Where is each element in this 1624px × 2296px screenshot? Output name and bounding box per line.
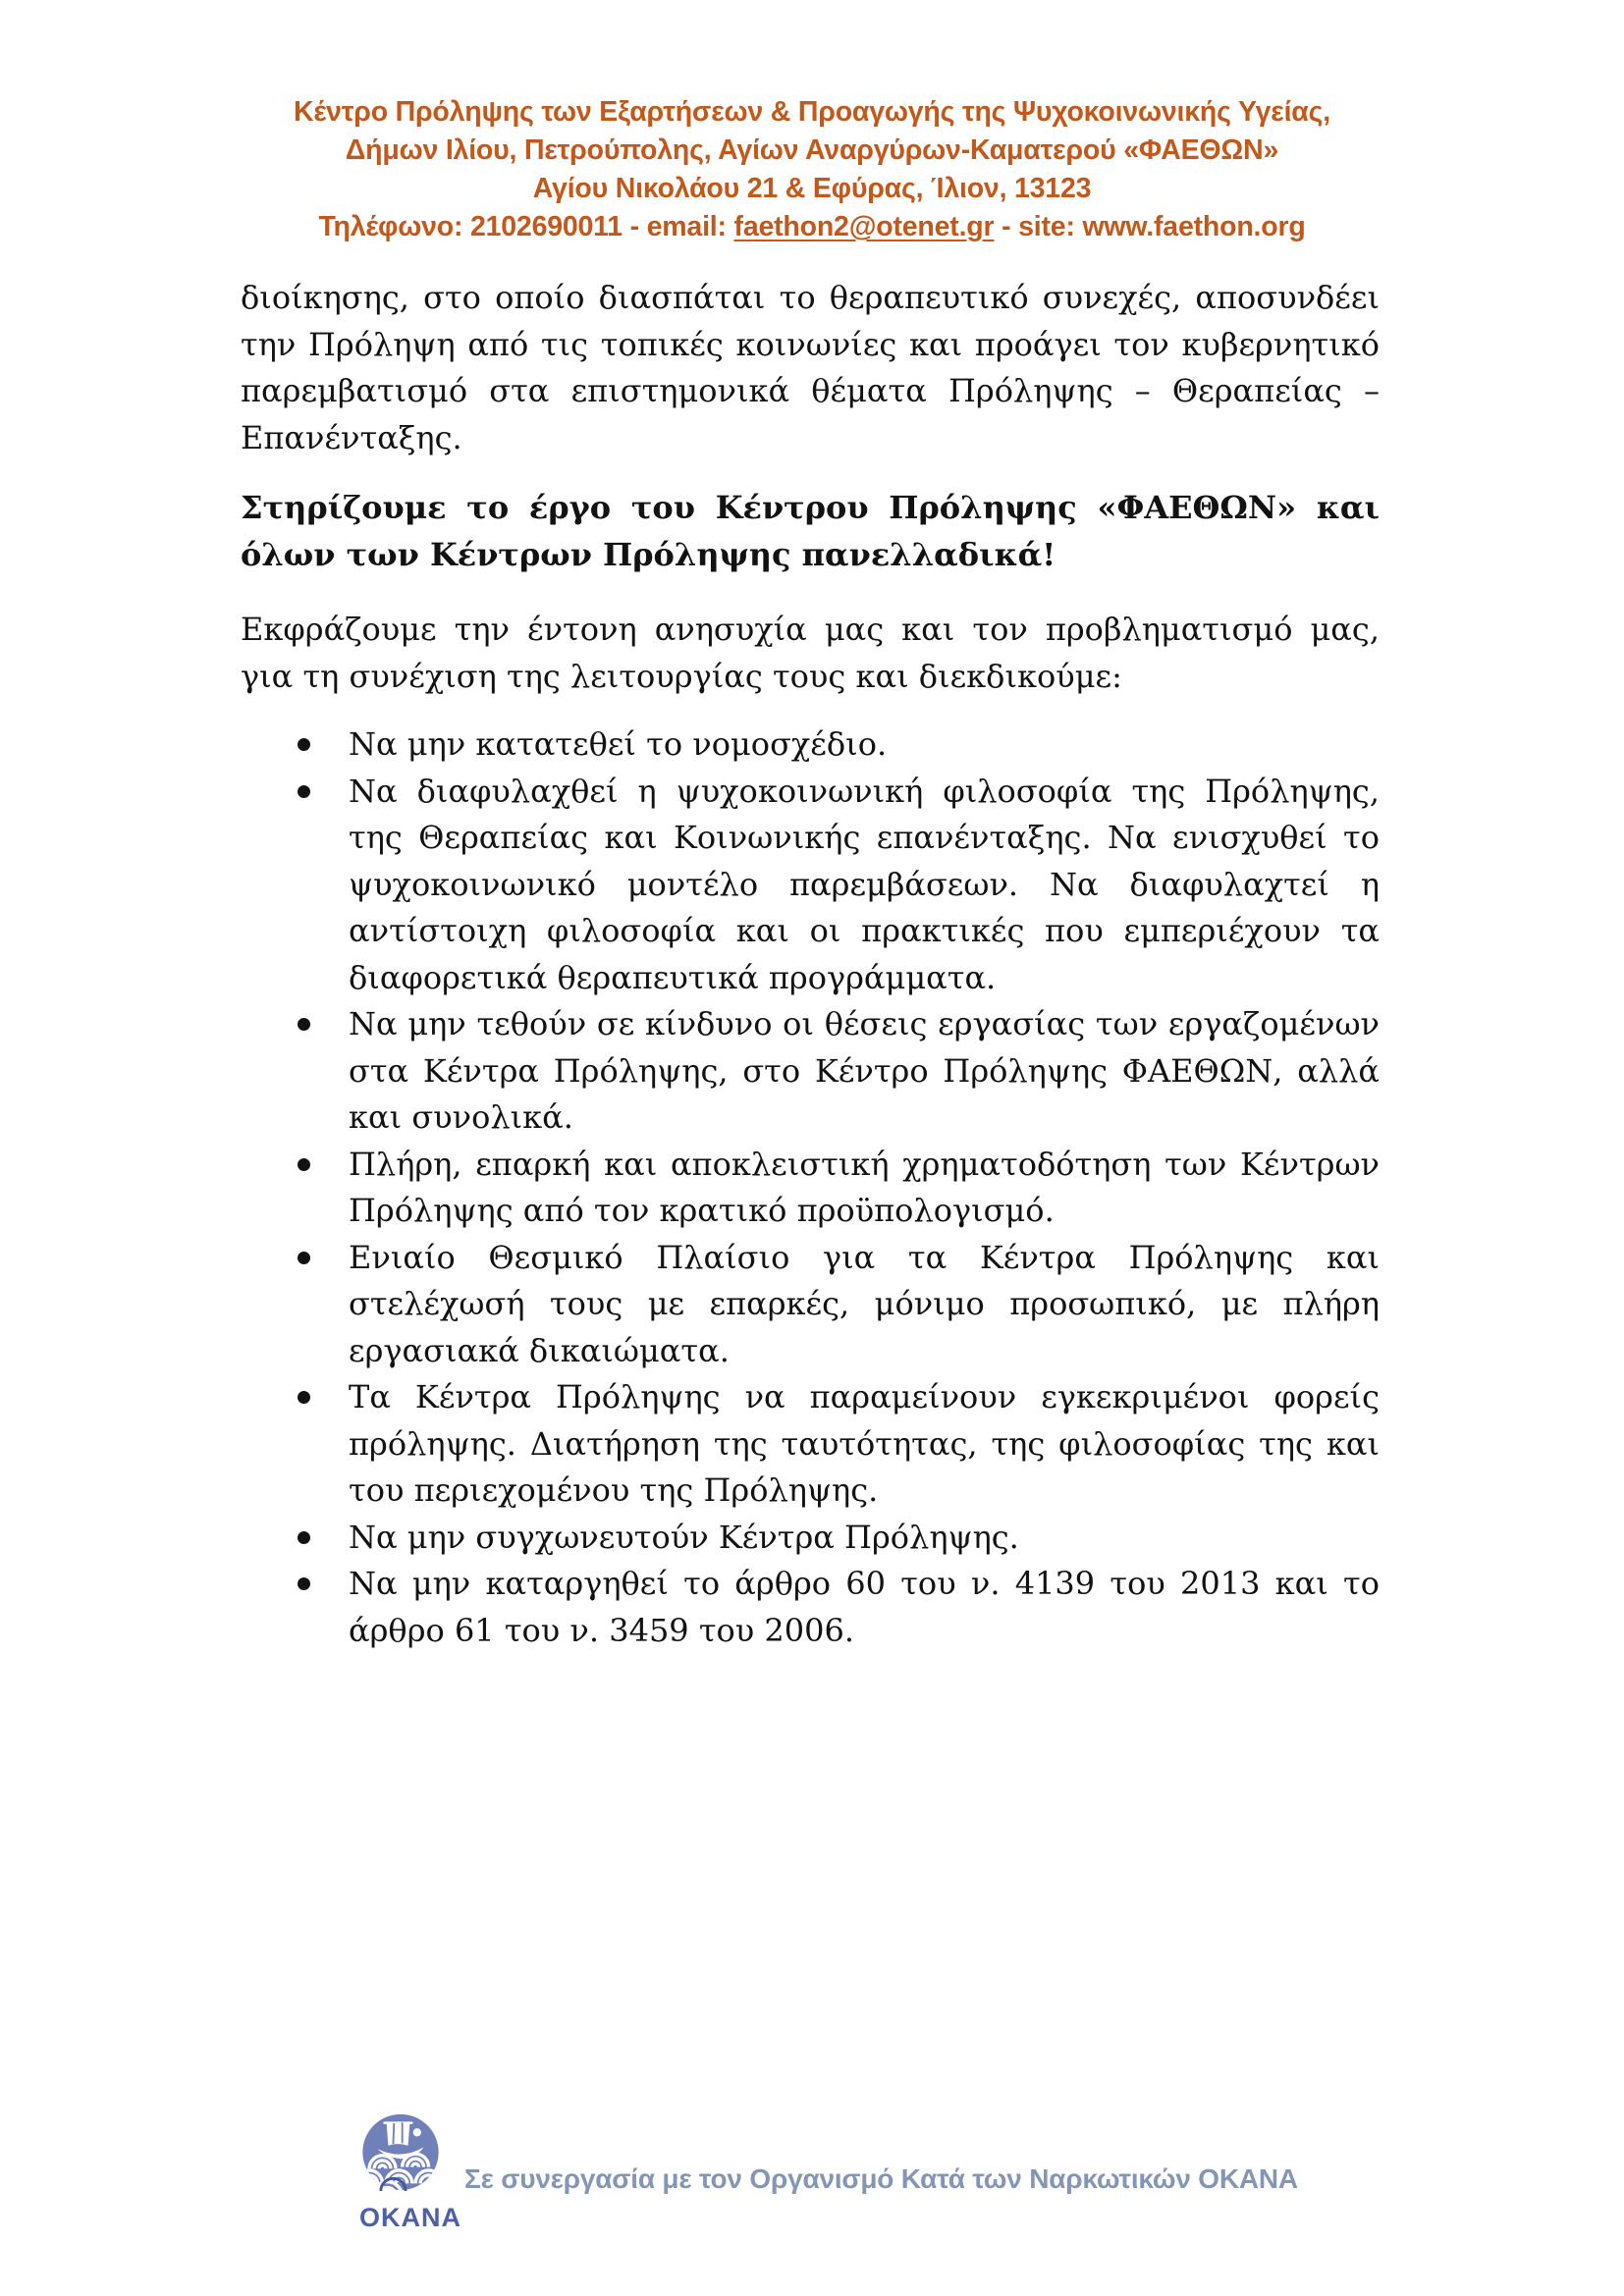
org-name-line1: Κέντρο Πρόληψης των Εξαρτήσεων & Προαγωγής της Ψυχοκοινωνικής Υγείας, [294,96,1330,128]
okana-logo [359,2112,461,2233]
org-address: Αγίου Νικολάου 21 & Εφύρας, Ίλιον, 13123 [532,173,1092,204]
letterhead [0,93,1624,246]
list-item: Να μην κατατεθεί το νομοσχέδιο. [349,721,1380,769]
okana-boat-icon [359,2112,442,2197]
list-item: Ενιαίο Θεσμικό Πλαίσιο για τα Κέντρα Πρόληψης και στελέχωσή τους με επαρκές, μόνιμο προσωπικό, με πλήρη εργασιακά δικαιώματα. [349,1235,1380,1375]
paragraph-support-statement: Στηρίζουμε το έργο του Κέντρου Πρόληψης «ΦΑΕΘΩΝ» και όλων των Κέντρων Πρόληψης πανελλαδικά! [241,489,1380,573]
phone-email-label: Τηλέφωνο: 2102690011 - email: [318,211,734,242]
org-contact-line [0,208,1624,246]
list-item: Να μην συγχωνευτούν Κέντρα Πρόληψης. [349,1515,1380,1562]
paragraph-concern: Εκφράζουμε την έντονη ανησυχία μας και τον προβληματισμό μας, για τη συνέχιση της λειτουργίας τους και διεκδικούμε: [241,611,1380,695]
site-label: - site: www.faethon.org [994,211,1306,242]
list-item: Να μην τεθούν σε κίνδυνο οι θέσεις εργασίας των εργαζομένων στα Κέντρα Πρόληψης, στο Κέντρο Πρόληψης ΦΑΕΘΩΝ, αλλά και συνολικά. [349,1001,1380,1142]
collaboration-note: Σε συνεργασία με τον Οργανισμό Κατά των Ναρκωτικών ΟΚΑΝΑ [464,2163,1298,2194]
letter-body [241,275,1380,1654]
paragraph-administration: διοίκησης, στο οποίο διασπάται το θεραπευτικό συνεχές, αποσυνδέει την Πρόληψη από τις τοπικές κοινωνίες και προάγει τον κυβερνητικό παρεμβατισμό στα επιστημονικά θέματα Πρόληψης – Θεραπείας – Επανένταξης. [241,279,1380,456]
list-item: Τα Κέντρα Πρόληψης να παραμείνουν εγκεκριμένοι φορείς πρόληψης. Διατήρηση της ταυτότητας, της φιλοσοφίας της και του περιεχομένου της Πρόληψης. [349,1374,1380,1515]
list-item: Πλήρη, επαρκή και αποκλειστική χρηματοδότηση των Κέντρων Πρόληψης από τον κρατικό προϋπολογισμό. [349,1142,1380,1235]
list-item: Να μην καταργηθεί το άρθρο 60 του ν. 4139 του 2013 και το άρθρο 61 του ν. 3459 του 2006. [349,1561,1380,1654]
org-name-line2: Δήμων Ιλίου, Πετρούπολης, Αγίων Αναργύρων-Καματερού «ΦΑΕΘΩΝ» [345,134,1279,166]
okana-logo-label: ΟΚΑΝΑ [359,2203,461,2232]
demands-list [241,721,1380,1654]
email-link[interactable]: faethon2@otenet.gr [733,211,995,242]
footer [0,2109,1624,2236]
list-item: Να διαφυλαχθεί η ψυχοκοινωνική φιλοσοφία της Πρόληψης, της Θεραπείας και Κοινωνικής επανένταξης. Να ενισχυθεί το ψυχοκοινωνικό μοντέλο παρεμβάσεων. Να διαφυλαχτεί η αντίστοιχη φιλοσοφία και οι πρακτικές που εμπεριέχουν τα διαφορετικά θεραπευτικά προγράμματα. [349,769,1380,1002]
